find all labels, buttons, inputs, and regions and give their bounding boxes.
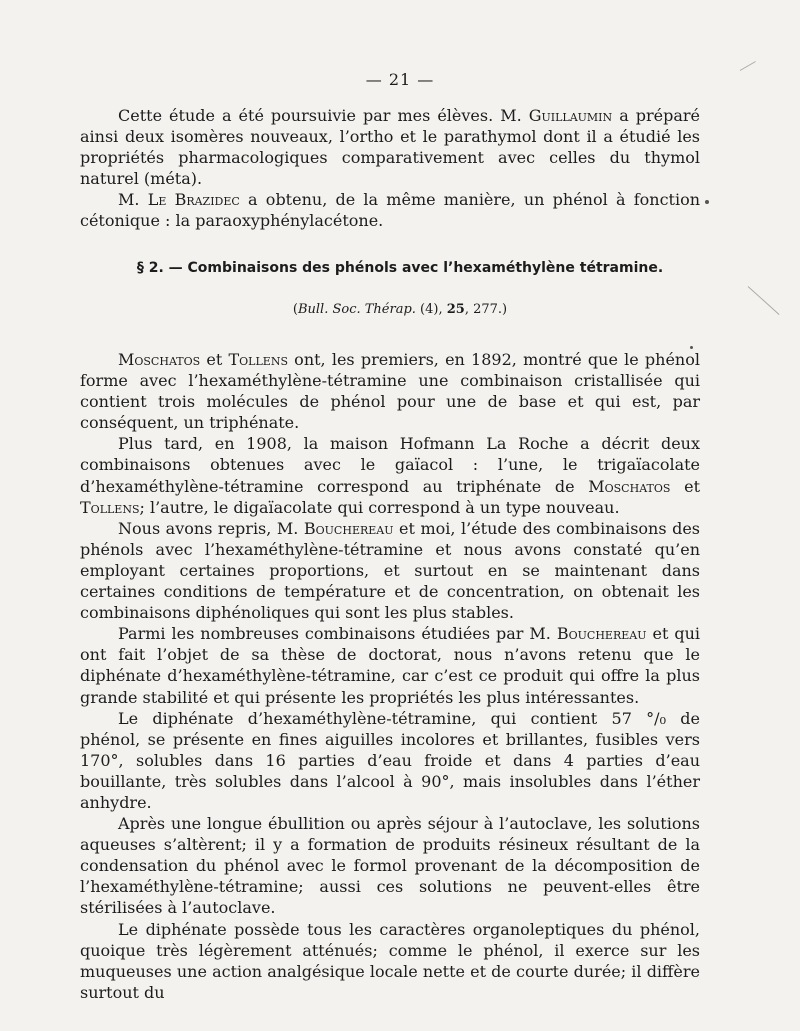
paragraph-bouchereau-thesis: [80, 623, 700, 707]
text-run: Plus tard, en 1908, la maison Hofmann La Roche a décrit deux combinaisons obtenues avec le gaïacol : l’une, le trigaïacolate d’hexaméthylène-tétramine correspond au triphénate de: [80, 434, 700, 496]
reference-journal: Bull. Soc. Thérap.: [297, 302, 416, 317]
reference-pages: , 277.): [464, 302, 508, 317]
text-run: Nous avons repris, M.: [118, 518, 304, 538]
author-name: Tollens: [228, 350, 288, 369]
paragraph-guillaumin: [80, 105, 700, 189]
text-run: ont, les premiers, en 1892, montré que le phénol forme avec l’hexaméthylène-tétramine une combinaison cristallisée qui contient trois molécules de phénol pour une de base et qui est, par conséquent, un triphénate.: [80, 350, 700, 433]
reference-volume: 25: [446, 302, 465, 317]
author-name: Moschatos: [588, 476, 671, 496]
paragraph-diphenate-properties: Le diphénate d’hexaméthylène-tétramine, qui contient 57 °/₀ de phénol, se présente en fines aiguilles incolores et brillantes, fusibles vers 170°, solubles dans 16 parties d’eau froide et dans 4 parties d’eau bouillante, très solubles dans l’alcool à 90°, mais insolubles dans l’éther anhydre.: [80, 708, 700, 812]
top-text-block: [80, 105, 700, 232]
author-name: Bouchereau: [303, 518, 394, 538]
author-name: Guillaumin: [528, 106, 613, 125]
section-heading: § 2. — Combinaisons des phénols avec l’hexaméthylène tétramine.: [136, 260, 664, 276]
text-run: ; l’autre, le digaïacolate qui correspond à un type nouveau.: [139, 497, 620, 517]
paragraph-hofmann-la-roche: [80, 433, 700, 517]
text-run: et qui ont fait l’objet de sa thèse de doctorat, nous n’avons retenu que le diphénate d’hexaméthylène-tétramine, car c’est ce produit qui offre la plus grande stabilité et qui présente les propriétés les plus intéressantes.: [80, 624, 701, 707]
paragraph-moschatos-tollens: [80, 349, 700, 433]
text-run: Parmi les nombreuses combinaisons étudiées par M.: [118, 624, 557, 644]
paragraph-organoleptic: Le diphénate possède tous les caractères organoleptiques du phénol, quoique très légèrement atténués; comme le phénol, il exerce sur les muqueuses une action analgésique locale nette et de courte durée; il diffère surtout du: [80, 919, 700, 1002]
text-run: et: [200, 350, 229, 369]
text-run: a préparé ainsi deux isomères nouveaux, l’ortho et le parathymol dont il a étudié les propriétés pharmacologiques comparativement avec celles du thymol naturel (méta).: [80, 106, 701, 189]
author-name: Moschatos: [118, 350, 201, 369]
author-name: Bouchereau: [556, 624, 647, 644]
paragraph-ebullition: Après une longue ébullition ou après séjour à l’autoclave, les solutions aqueuses s’altèrent; il y a formation de produits résineux résultant de la condensation du phénol avec le formol provenant de la décomposition de l’hexaméthylène-tétramine; aussi ces solutions ne peuvent-elles être stérilisées à l’autoclave.: [80, 814, 700, 918]
reference-open: (: [292, 302, 298, 317]
page-number: — 21 —: [365, 70, 435, 89]
section-reference: [0, 302, 800, 317]
scan-speck: [690, 346, 693, 349]
text-run: a obtenu, de la même manière, un phénol à fonction cétonique : la paraoxyphénylacétone.: [80, 190, 701, 231]
text-run: et moi, l’étude des combinaisons des phénols avec l’hexaméthylène-tétramine et nous avons constaté qu’en employant certaines proportions, et surtout en se maintenant dans certaines conditions de température et de concentration, on obtenait les combinaisons diphénoliques qui sont les plus stables.: [80, 518, 701, 623]
text-run: M.: [118, 190, 148, 210]
main-text-block: [80, 349, 700, 1003]
paragraph-bouchereau-study: [80, 518, 700, 623]
scan-speck: [705, 200, 709, 204]
text-run: Cette étude a été poursuivie par mes élèves. M.: [118, 106, 529, 125]
reference-series: (4),: [415, 302, 447, 317]
author-name: Le Brazidec: [147, 190, 240, 210]
author-name: Tollens: [80, 497, 140, 517]
text-run: et: [670, 476, 700, 496]
paragraph-le-brazidec: [80, 189, 700, 231]
